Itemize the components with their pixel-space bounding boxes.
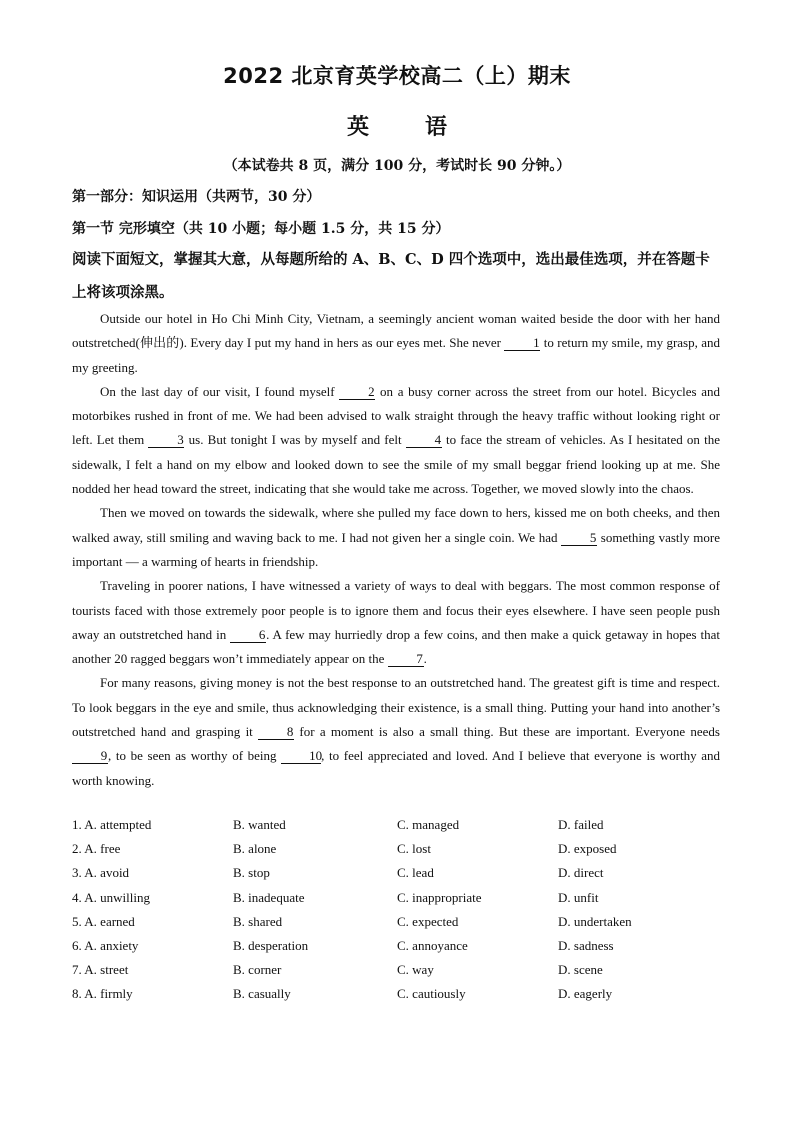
instructions: 阅读下面短文，掌握其大意，从每题所给的 A、B、C、D 四个选项中，选出最佳选项，并在答题卡上将该项涂黑。 [72,251,710,301]
option-d: D. direct [558,865,604,881]
blank-10: 10 [281,748,321,764]
option-b: B. wanted [233,817,286,832]
option-a: 1. A. attempted [72,817,152,832]
section-heading: 第一节 完形填空（共 10 小题；每小题 1.5 分，共 15 分） [72,221,450,237]
option-row [72,890,732,914]
option-b: B. desperation [233,937,309,953]
option-a: 6. A. anxiety [72,937,139,953]
option-d: D. sadness [558,937,614,953]
option-row [72,986,732,1010]
option-d: D. unfit [558,889,599,905]
option-a: 7. A. street [72,962,129,978]
blank-9: 9 [72,748,108,764]
blank-5: 5 [561,530,597,546]
blank-4: 4 [406,432,442,448]
option-a: 8. A. firmly [72,986,133,1002]
paragraph-4: Traveling in poorer nations, I have witnessed a variety of ways to deal with beggars. The most common response of tourists faced with those extremely poor people is to ignore them and focus their eyes elsewhere. I have seen people push away an outstretched hand in 6. A few may hurriedly drop a few coins, and then make a quick getaway in hopes that another 20 ragged beggars won’t immediately appear on the 7. [72,578,720,667]
option-c: C. expected [397,913,459,929]
exam-title: 2022 北京育英学校高二（上）期末 [223,64,571,88]
option-c: C. inappropriate [397,889,482,905]
blank-1: 1 [504,335,540,351]
subject-char-2: 语 [425,114,448,140]
answer-options [72,817,732,1011]
blank-3: 3 [148,432,184,448]
option-c: C. managed [397,817,460,832]
option-c: C. lost [397,841,431,857]
option-d: D. eagerly [558,986,613,1002]
option-b: B. shared [233,913,283,929]
option-row [72,841,732,865]
blank-8: 8 [258,724,294,740]
part-heading: 第一部分：知识运用（共两节，30 分） [72,189,321,205]
subject-char-1: 英 [346,114,369,140]
subject-heading [0,110,794,141]
option-d: D. undertaken [558,913,632,929]
option-a: 3. A. avoid [72,865,130,881]
option-row [72,865,732,889]
exam-note: （本试卷共 8 页，满分 100 分，考试时长 90 分钟。） [223,158,571,174]
blank-2: 2 [339,384,375,400]
option-b: B. casually [233,986,291,1002]
option-b: B. inadequate [233,889,305,905]
option-b: B. alone [233,841,277,857]
paragraph-5: For many reasons, giving money is not the best response to an outstretched hand. The greatest gift is time and respect. To look beggars in the eye and smile, thus acknowledging their existence, is a small thing. Putting your hand into another’s outstretched hand and grasping it 8 for a moment is also a small thing. But these are important. Everyone needs 9, to be seen as worthy of being 10, to feel appreciated and loved. And I believe that everyone is worthy and worth knowing. [72,675,720,788]
option-d: D. exposed [558,841,617,857]
cloze-passage [72,307,720,793]
option-b: B. stop [233,865,270,881]
paragraph-1: Outside our hotel in Ho Chi Minh City, Vietnam, a seemingly ancient woman waited beside the door with her hand outstretched(伸出的). Every day I put my hand in hers as our eyes met. She never 1 to return my smile, my grasp, and my greeting. [72,311,721,375]
option-c: C. way [397,962,434,978]
option-row [72,938,732,962]
option-c: C. lead [397,865,434,881]
blank-6: 6 [230,627,266,643]
paragraph-2: On the last day of our visit, I found myself 2 on a busy corner across the street from our hotel. Bicycles and motorbikes rushed in front of me. We had been advised to walk straight through the heavy traffic without looking right or left. Let them 3 us. But tonight I was by myself and felt 4 to face the stream of vehicles. As I hesitated on the sidewalk, I felt a hand on my elbow and looked down to see the smile of my small beggar friend looking up at me. She nodded her head toward the street, indicating that she would take me across. Together, we moved slowly into the chaos. [72,383,720,497]
option-c: C. cautiously [397,986,466,1002]
option-c: C. annoyance [397,937,468,953]
paragraph-3: Then we moved on towards the sidewalk, where she pulled my face down to hers, kissed me on both cheeks, and then walked away, still smiling and waving back to me. I had not given her a single coin. We had 5 something vastly more important — a warming of hearts in friendship. [72,505,720,569]
option-row [72,817,732,841]
option-row [72,962,732,986]
option-d: D. failed [558,817,604,832]
option-d: D. scene [558,962,603,978]
option-a: 5. A. earned [72,913,135,929]
option-a: 4. A. unwilling [72,889,151,905]
option-a: 2. A. free [72,841,121,857]
option-b: B. corner [233,962,282,978]
option-row [72,914,732,938]
blank-7: 7 [388,651,424,667]
